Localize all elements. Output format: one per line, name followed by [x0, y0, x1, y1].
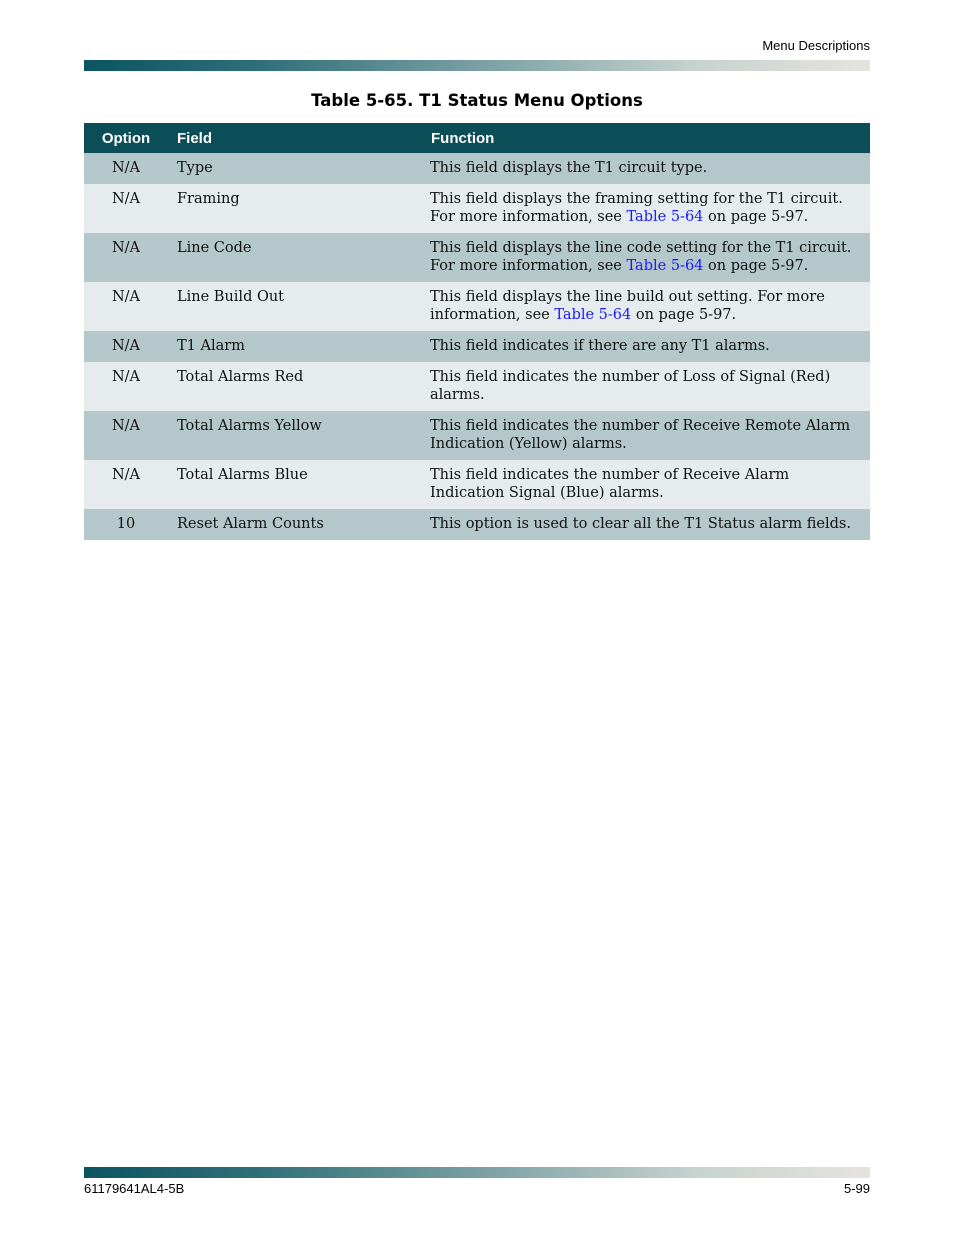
function-cell: This field displays the T1 circuit type.: [421, 153, 870, 184]
table-link[interactable]: Table 5-64: [554, 307, 632, 323]
field-cell: T1 Alarm: [168, 331, 421, 362]
field-cell: Total Alarms Blue: [168, 460, 421, 509]
table-row: [84, 282, 870, 331]
function-text: on page 5-97.: [631, 307, 737, 323]
function-text: This field displays the line code setting for the T1 circuit. For more information, see: [430, 240, 852, 274]
running-header: Menu Descriptions: [762, 38, 870, 53]
table-row: [84, 184, 870, 233]
function-cell: This field indicates the number of Receive Alarm Indication Signal (Blue) alarms.: [421, 460, 870, 509]
function-cell: [421, 282, 870, 331]
table-title: Table 5-65. T1 Status Menu Options: [311, 91, 643, 110]
option-cell: N/A: [84, 411, 168, 460]
table-link[interactable]: Table 5-64: [626, 209, 704, 225]
field-cell: Total Alarms Yellow: [168, 411, 421, 460]
function-cell: This field indicates the number of Receive Remote Alarm Indication (Yellow) alarms.: [421, 411, 870, 460]
field-cell: Reset Alarm Counts: [168, 509, 421, 540]
column-header-field: Field: [168, 123, 421, 153]
menu-options-table: [84, 123, 870, 540]
table-row: [84, 331, 870, 362]
table-row: [84, 509, 870, 540]
field-cell: Line Code: [168, 233, 421, 282]
function-text: on page 5-97.: [703, 209, 809, 225]
function-cell: [421, 184, 870, 233]
option-cell: N/A: [84, 282, 168, 331]
page-number: 5-99: [843, 1181, 870, 1196]
table-row: [84, 362, 870, 411]
field-cell: Type: [168, 153, 421, 184]
column-header-option: Option: [84, 123, 168, 153]
function-text: This field displays the line build out setting. For more information, see: [430, 289, 825, 323]
header-rule: [84, 60, 870, 71]
table-row: [84, 233, 870, 282]
field-cell: Total Alarms Red: [168, 362, 421, 411]
column-header-function: Function: [421, 123, 870, 153]
option-cell: N/A: [84, 184, 168, 233]
option-cell: N/A: [84, 460, 168, 509]
option-cell: 10: [84, 509, 168, 540]
table-row: [84, 153, 870, 184]
function-cell: [421, 233, 870, 282]
option-cell: N/A: [84, 233, 168, 282]
function-cell: This field indicates the number of Loss of Signal (Red) alarms.: [421, 362, 870, 411]
function-text: This field displays the framing setting for the T1 circuit. For more information, see: [430, 191, 843, 225]
option-cell: N/A: [84, 362, 168, 411]
option-cell: N/A: [84, 153, 168, 184]
field-cell: Line Build Out: [168, 282, 421, 331]
document-number: 61179641AL4-5B: [84, 1181, 185, 1196]
table-link[interactable]: Table 5-64: [626, 258, 704, 274]
option-cell: N/A: [84, 331, 168, 362]
function-text: on page 5-97.: [703, 258, 809, 274]
function-cell: This option is used to clear all the T1 Status alarm fields.: [421, 509, 870, 540]
table-row: [84, 460, 870, 509]
footer-rule: [84, 1167, 870, 1178]
table-header-row: [84, 123, 870, 153]
function-cell: This field indicates if there are any T1 alarms.: [421, 331, 870, 362]
table-row: [84, 411, 870, 460]
field-cell: Framing: [168, 184, 421, 233]
